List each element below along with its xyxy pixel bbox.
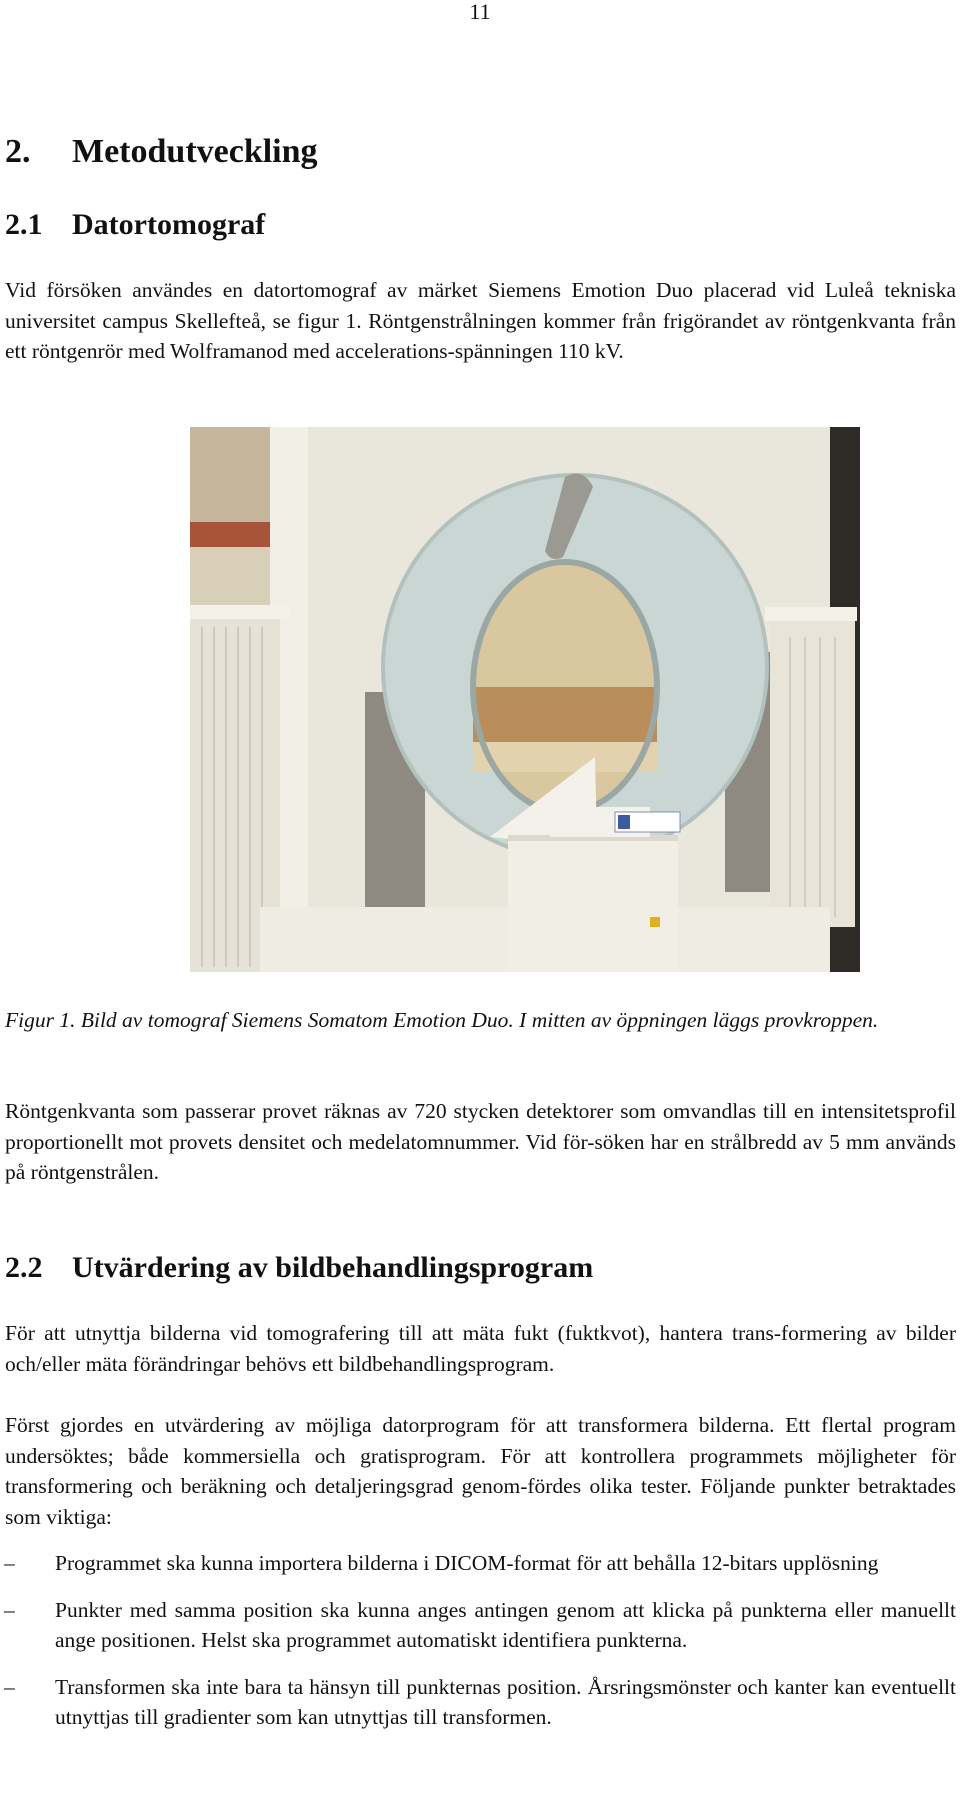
list-item-text: Programmet ska kunna importera bilderna i DICOM-format för att behålla 12-bitars upplösning: [55, 1551, 879, 1575]
section-title: Datortomograf: [72, 208, 266, 241]
requirements-list: [0, 1548, 956, 1749]
paragraph-evaluation: Först gjordes en utvärdering av möjliga datorprogram för att transformera bilderna. Ett flertal program undersöktes; både kommersiella och gratisprogram. För att kontrollera programmets möjligheter för transformering och beräkning och detaljeringsgrad genom-fördes olika tester. Följande punkter betraktades som viktiga:: [5, 1413, 956, 1529]
list-item: [0, 1672, 956, 1733]
section-number: 2.1: [5, 208, 43, 241]
section-heading-2-1: [5, 207, 265, 243]
section-title: Utvärdering av bildbehandlingsprogram: [72, 1251, 594, 1284]
dash-marker: –: [4, 1674, 15, 1699]
page-number: 11: [469, 0, 491, 24]
list-item-text: Transformen ska inte bara ta hänsyn till punkternas position. Årsringsmönster och kanter kan eventuellt utnyttjas till gradienter som kan utnyttjas till transformen.: [55, 1674, 956, 1729]
dash-marker: –: [4, 1551, 15, 1575]
dash-marker: –: [4, 1597, 15, 1622]
figure-caption: Figur 1. Bild av tomograf Siemens Somatom Emotion Duo. I mitten av öppningen läggs provkroppen.: [5, 1008, 879, 1032]
paragraph-detectors: Röntgenkvanta som passerar provet räknas av 720 stycken detektorer som omvandlas till en intensitetsprofil proportionellt mot provets densitet och medelatomnummer. Vid för-söken har en strålbredd av 5 mm används på röntgenstrålen.: [5, 1099, 956, 1184]
chapter-number: 2.: [5, 133, 31, 170]
chapter-title: Metodutveckling: [72, 133, 318, 170]
figure-ct-scanner-photo: [190, 427, 860, 972]
section-number: 2.2: [5, 1251, 43, 1284]
list-item: [0, 1595, 956, 1656]
paragraph-image-software: För att utnyttja bilderna vid tomografering till att mäta fukt (fuktkvot), hantera trans-formering av bilder och/eller mäta förändringar behövs ett bildbehandlingsprogram.: [5, 1321, 956, 1376]
section-heading-2-2: [5, 1250, 593, 1286]
list-item-text: Punkter med samma position ska kunna anges antingen genom att klicka på punkterna eller manuellt ange positionen. Helst ska programmet automatiskt identifiera punkterna.: [55, 1597, 956, 1652]
chapter-heading: [5, 132, 318, 172]
paragraph-ct-scanner: Vid försöken användes en datortomograf av märket Siemens Emotion Duo placerad vid Luleå tekniska universitet campus Skellefteå, se figur 1. Röntgenstrålningen kommer från frigörandet av röntgenkvanta från ett röntgenrör med Wolframanod med accelerations-spänningen 110 kV.: [5, 278, 956, 363]
list-item: [0, 1548, 956, 1579]
